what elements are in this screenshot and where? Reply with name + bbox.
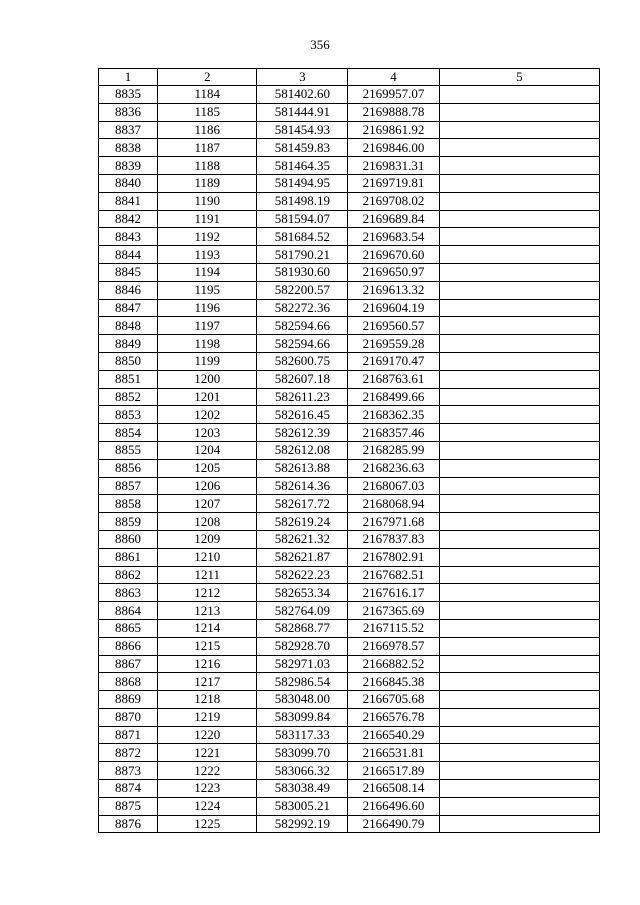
- table-cell: 1185: [158, 103, 257, 121]
- table-cell: 2169861.92: [348, 121, 439, 139]
- table-row: [99, 335, 600, 353]
- table-cell: [439, 655, 599, 673]
- table-row: [99, 513, 600, 531]
- table-cell: [439, 228, 599, 246]
- table-cell: 582616.45: [257, 406, 348, 424]
- column-header: 4: [348, 69, 439, 86]
- table-cell: [439, 602, 599, 620]
- table-row: [99, 317, 600, 335]
- table-cell: [439, 815, 599, 833]
- table-row: [99, 281, 600, 299]
- table-cell: 2167971.68: [348, 513, 439, 531]
- table-cell: 582986.54: [257, 673, 348, 691]
- table-cell: 8853: [99, 406, 158, 424]
- table-cell: 2169170.47: [348, 352, 439, 370]
- table-cell: 581930.60: [257, 263, 348, 281]
- table-cell: [439, 388, 599, 406]
- table-cell: 582621.32: [257, 530, 348, 548]
- table-cell: 8845: [99, 263, 158, 281]
- table-cell: 8858: [99, 495, 158, 513]
- table-cell: [439, 335, 599, 353]
- table-cell: 2167365.69: [348, 602, 439, 620]
- table-cell: [439, 192, 599, 210]
- table-cell: 1213: [158, 602, 257, 620]
- table-cell: 1202: [158, 406, 257, 424]
- table-cell: 1201: [158, 388, 257, 406]
- table-cell: 2167682.51: [348, 566, 439, 584]
- table-cell: 1206: [158, 477, 257, 495]
- table-cell: 2166531.81: [348, 744, 439, 762]
- table-cell: 8836: [99, 103, 158, 121]
- table-row: [99, 637, 600, 655]
- table-cell: 1212: [158, 584, 257, 602]
- table-cell: 8846: [99, 281, 158, 299]
- table-row: [99, 744, 600, 762]
- table-cell: 1198: [158, 335, 257, 353]
- table-row: [99, 530, 600, 548]
- table-cell: 581684.52: [257, 228, 348, 246]
- table-cell: 2166496.60: [348, 797, 439, 815]
- table-cell: 8862: [99, 566, 158, 584]
- table-row: [99, 424, 600, 442]
- table-cell: 8843: [99, 228, 158, 246]
- table-row: [99, 157, 600, 175]
- table-cell: 1188: [158, 157, 257, 175]
- table-cell: 581444.91: [257, 103, 348, 121]
- table-row: [99, 762, 600, 780]
- table-cell: 583099.84: [257, 708, 348, 726]
- table-cell: 583048.00: [257, 691, 348, 709]
- table-cell: 8837: [99, 121, 158, 139]
- table-cell: 8839: [99, 157, 158, 175]
- table-cell: 2169719.81: [348, 174, 439, 192]
- table-row: [99, 655, 600, 673]
- column-header: 1: [99, 69, 158, 86]
- table-cell: 2166978.57: [348, 637, 439, 655]
- table-cell: 8849: [99, 335, 158, 353]
- table-cell: 582612.39: [257, 424, 348, 442]
- table-cell: 8860: [99, 530, 158, 548]
- table-row: [99, 263, 600, 281]
- table-cell: 8841: [99, 192, 158, 210]
- table-cell: 582612.08: [257, 441, 348, 459]
- table-row: [99, 566, 600, 584]
- table-cell: 1197: [158, 317, 257, 335]
- table-row: [99, 797, 600, 815]
- table-cell: 8857: [99, 477, 158, 495]
- table-cell: 2169957.07: [348, 86, 439, 104]
- table-cell: 582619.24: [257, 513, 348, 531]
- table-row: [99, 406, 600, 424]
- table-cell: 8859: [99, 513, 158, 531]
- table-cell: 582594.66: [257, 335, 348, 353]
- table-cell: 1203: [158, 424, 257, 442]
- table-row: [99, 103, 600, 121]
- table-cell: [439, 495, 599, 513]
- table-cell: 1222: [158, 762, 257, 780]
- table-cell: 1224: [158, 797, 257, 815]
- table-row: [99, 477, 600, 495]
- table-cell: 1190: [158, 192, 257, 210]
- table-cell: 582200.57: [257, 281, 348, 299]
- table-cell: 582992.19: [257, 815, 348, 833]
- table-body: [99, 86, 600, 833]
- table-cell: 2169670.60: [348, 246, 439, 264]
- table-cell: 1207: [158, 495, 257, 513]
- table-cell: 8856: [99, 459, 158, 477]
- table-row: [99, 584, 600, 602]
- table-cell: 8844: [99, 246, 158, 264]
- table-cell: 581459.83: [257, 139, 348, 157]
- table-cell: 8867: [99, 655, 158, 673]
- table-row: [99, 815, 600, 833]
- table-cell: 8842: [99, 210, 158, 228]
- table-cell: 1214: [158, 619, 257, 637]
- table-cell: 8871: [99, 726, 158, 744]
- table-row: [99, 459, 600, 477]
- table-cell: 583066.32: [257, 762, 348, 780]
- table-cell: 8855: [99, 441, 158, 459]
- table-cell: 2169846.00: [348, 139, 439, 157]
- table-cell: 2169831.31: [348, 157, 439, 175]
- table-cell: 1209: [158, 530, 257, 548]
- table-cell: 1217: [158, 673, 257, 691]
- table-cell: 8852: [99, 388, 158, 406]
- table-row: [99, 86, 600, 104]
- table-cell: [439, 708, 599, 726]
- table-cell: 8874: [99, 780, 158, 798]
- table-row: [99, 780, 600, 798]
- table-cell: 582621.87: [257, 548, 348, 566]
- table-cell: [439, 121, 599, 139]
- table-row: [99, 192, 600, 210]
- table-cell: 1192: [158, 228, 257, 246]
- table-cell: 582613.88: [257, 459, 348, 477]
- table-cell: 582611.23: [257, 388, 348, 406]
- table-cell: [439, 780, 599, 798]
- table-cell: [439, 548, 599, 566]
- table-cell: 582614.36: [257, 477, 348, 495]
- table-cell: 1195: [158, 281, 257, 299]
- table-cell: [439, 263, 599, 281]
- table-cell: 8864: [99, 602, 158, 620]
- table-cell: 1215: [158, 637, 257, 655]
- table-cell: [439, 441, 599, 459]
- table-cell: 582600.75: [257, 352, 348, 370]
- table-cell: [439, 726, 599, 744]
- table-row: [99, 495, 600, 513]
- table-cell: 8838: [99, 139, 158, 157]
- table-row: [99, 299, 600, 317]
- table-cell: 1194: [158, 263, 257, 281]
- table-cell: 581464.35: [257, 157, 348, 175]
- table-row: [99, 174, 600, 192]
- table-cell: 2166540.29: [348, 726, 439, 744]
- table-cell: [439, 424, 599, 442]
- table-cell: 582764.09: [257, 602, 348, 620]
- table-cell: [439, 513, 599, 531]
- table-cell: [439, 352, 599, 370]
- table-cell: 8840: [99, 174, 158, 192]
- column-header: 5: [439, 69, 599, 86]
- table-cell: 581454.93: [257, 121, 348, 139]
- table-cell: 2168068.94: [348, 495, 439, 513]
- table-cell: 2167802.91: [348, 548, 439, 566]
- table-cell: [439, 86, 599, 104]
- table-cell: 581494.95: [257, 174, 348, 192]
- table-cell: [439, 370, 599, 388]
- table-cell: 1193: [158, 246, 257, 264]
- table-cell: 8876: [99, 815, 158, 833]
- column-header: 2: [158, 69, 257, 86]
- table-cell: 2168285.99: [348, 441, 439, 459]
- table-row: [99, 441, 600, 459]
- table-cell: [439, 744, 599, 762]
- table-row: [99, 228, 600, 246]
- table-row: [99, 370, 600, 388]
- table-cell: 8875: [99, 797, 158, 815]
- table-cell: [439, 637, 599, 655]
- table-row: [99, 388, 600, 406]
- table-row: [99, 619, 600, 637]
- table-cell: [439, 477, 599, 495]
- table-cell: 1211: [158, 566, 257, 584]
- table-cell: 1220: [158, 726, 257, 744]
- table-row: [99, 673, 600, 691]
- table-cell: 2167616.17: [348, 584, 439, 602]
- column-header: 3: [257, 69, 348, 86]
- table-cell: [439, 246, 599, 264]
- table-cell: [439, 157, 599, 175]
- table-cell: [439, 459, 599, 477]
- table-row: [99, 246, 600, 264]
- table-cell: 8835: [99, 86, 158, 104]
- table-cell: 1205: [158, 459, 257, 477]
- table-cell: [439, 566, 599, 584]
- table-cell: 583099.70: [257, 744, 348, 762]
- table-cell: 583038.49: [257, 780, 348, 798]
- table-cell: 582653.34: [257, 584, 348, 602]
- table-cell: 8863: [99, 584, 158, 602]
- table-cell: 2166490.79: [348, 815, 439, 833]
- table-cell: 1216: [158, 655, 257, 673]
- table-cell: 8866: [99, 637, 158, 655]
- table-row: [99, 691, 600, 709]
- table-cell: 2169604.19: [348, 299, 439, 317]
- table-cell: 582607.18: [257, 370, 348, 388]
- table-cell: 2166508.14: [348, 780, 439, 798]
- table-cell: 8847: [99, 299, 158, 317]
- table-cell: 1186: [158, 121, 257, 139]
- table-cell: 582272.36: [257, 299, 348, 317]
- table-cell: [439, 317, 599, 335]
- table-cell: 1196: [158, 299, 257, 317]
- table-cell: 1200: [158, 370, 257, 388]
- table-row: [99, 548, 600, 566]
- table-row: [99, 352, 600, 370]
- table-cell: 581790.21: [257, 246, 348, 264]
- table-cell: 1189: [158, 174, 257, 192]
- table-cell: 1187: [158, 139, 257, 157]
- table-cell: 582617.72: [257, 495, 348, 513]
- table-cell: 2169650.97: [348, 263, 439, 281]
- page-number: 356: [310, 37, 330, 52]
- table-cell: 582928.70: [257, 637, 348, 655]
- table-cell: 582971.03: [257, 655, 348, 673]
- table-cell: 8861: [99, 548, 158, 566]
- table-cell: 1221: [158, 744, 257, 762]
- table-cell: [439, 299, 599, 317]
- table-cell: 2168763.61: [348, 370, 439, 388]
- table-cell: 2169689.84: [348, 210, 439, 228]
- table-cell: 1199: [158, 352, 257, 370]
- table-cell: 583005.21: [257, 797, 348, 815]
- table-cell: 8870: [99, 708, 158, 726]
- table-cell: 1223: [158, 780, 257, 798]
- table-cell: 1218: [158, 691, 257, 709]
- table-cell: [439, 174, 599, 192]
- table-cell: [439, 762, 599, 780]
- table-cell: 2169888.78: [348, 103, 439, 121]
- table-cell: [439, 406, 599, 424]
- table-cell: [439, 281, 599, 299]
- table-cell: 2168499.66: [348, 388, 439, 406]
- table-cell: 1204: [158, 441, 257, 459]
- table-cell: 2166517.89: [348, 762, 439, 780]
- table-cell: 8869: [99, 691, 158, 709]
- table-cell: 2168362.35: [348, 406, 439, 424]
- table-cell: 2168067.03: [348, 477, 439, 495]
- table-cell: 8851: [99, 370, 158, 388]
- table-cell: 8854: [99, 424, 158, 442]
- table-cell: [439, 619, 599, 637]
- table-cell: 1191: [158, 210, 257, 228]
- table-cell: 8873: [99, 762, 158, 780]
- table-cell: 8848: [99, 317, 158, 335]
- table-row: [99, 602, 600, 620]
- table-row: [99, 210, 600, 228]
- table-cell: 2169613.32: [348, 281, 439, 299]
- table-cell: 2167115.52: [348, 619, 439, 637]
- table-cell: 2167837.83: [348, 530, 439, 548]
- table-cell: 582868.77: [257, 619, 348, 637]
- table-cell: 1208: [158, 513, 257, 531]
- table-cell: [439, 530, 599, 548]
- table-cell: 581594.07: [257, 210, 348, 228]
- table-cell: [439, 673, 599, 691]
- table-cell: 2169560.57: [348, 317, 439, 335]
- table-row: [99, 708, 600, 726]
- table-cell: [439, 584, 599, 602]
- table-cell: 1225: [158, 815, 257, 833]
- table-cell: 1184: [158, 86, 257, 104]
- header-row: [99, 69, 600, 86]
- table-cell: 582622.23: [257, 566, 348, 584]
- table-cell: 2166705.68: [348, 691, 439, 709]
- table-cell: 2168236.63: [348, 459, 439, 477]
- table-cell: 8872: [99, 744, 158, 762]
- table-cell: 1210: [158, 548, 257, 566]
- table-cell: 581498.19: [257, 192, 348, 210]
- table-cell: 2166845.38: [348, 673, 439, 691]
- table-cell: 582594.66: [257, 317, 348, 335]
- table-cell: 8868: [99, 673, 158, 691]
- table-row: [99, 121, 600, 139]
- table-cell: [439, 691, 599, 709]
- table-cell: 581402.60: [257, 86, 348, 104]
- table-cell: 1219: [158, 708, 257, 726]
- table-cell: [439, 797, 599, 815]
- table-cell: [439, 210, 599, 228]
- table-cell: 2168357.46: [348, 424, 439, 442]
- table-cell: 8850: [99, 352, 158, 370]
- table-cell: [439, 139, 599, 157]
- table-row: [99, 139, 600, 157]
- table-cell: 2166576.78: [348, 708, 439, 726]
- table-cell: 8865: [99, 619, 158, 637]
- table-cell: [439, 103, 599, 121]
- table-cell: 583117.33: [257, 726, 348, 744]
- table-cell: 2169708.02: [348, 192, 439, 210]
- coordinates-table: [98, 68, 600, 833]
- table-cell: 2166882.52: [348, 655, 439, 673]
- table-cell: 2169683.54: [348, 228, 439, 246]
- table-row: [99, 726, 600, 744]
- table-cell: 2169559.28: [348, 335, 439, 353]
